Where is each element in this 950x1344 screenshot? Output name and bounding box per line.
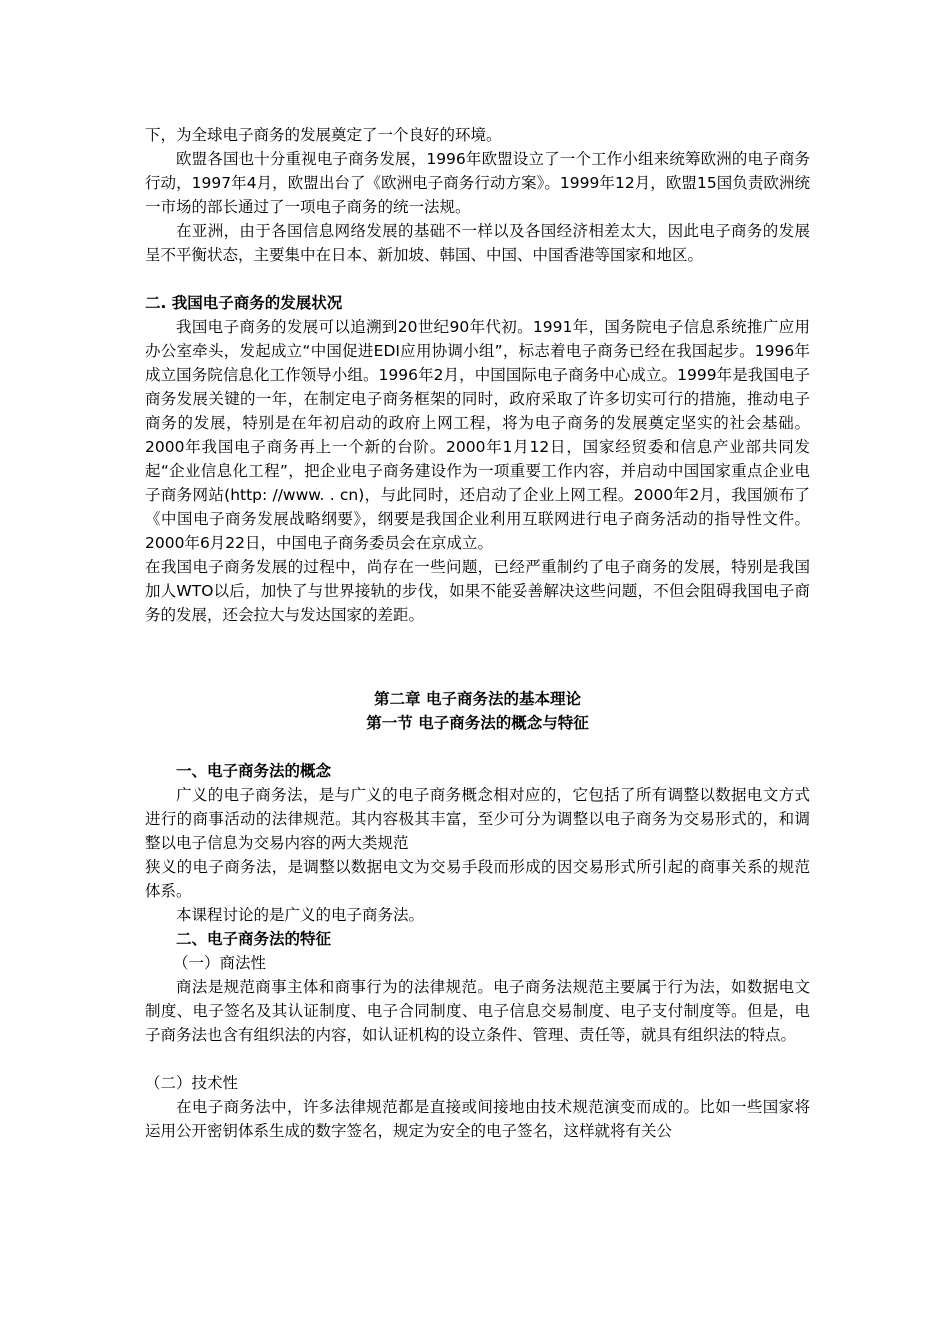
subsection-heading: 二、电子商务法的特征: [176, 930, 332, 948]
paragraph: 在我国电子商务发展的过程中，尚存在一些问题，已经严重制约了电子商务的发展，特别是我国加人WTO以后，加快了与世界接轨的步伐，如果不能妥善解决这些问题，不但会阻碍我国电子商务的发展，还会拉大与发达国家的差距。: [145, 558, 810, 624]
paragraph: 狭义的电子商务法，是调整以数据电文为交易手段而形成的因交易形式所引起的商事关系的规范体系。: [145, 858, 810, 900]
spacer: [145, 267, 810, 291]
document-page: [145, 123, 810, 1143]
section-heading: 二. 我国电子商务的发展状况: [145, 294, 343, 312]
paragraph: 下，为全球电子商务的发展奠定了一个良好的环境。: [145, 126, 502, 144]
paragraph: 在亚洲，由于各国信息网络发展的基础不一样以及各国经济相差太大，因此电子商务的发展呈不平衡状态，主要集中在日本、新加坡、韩国、中国、中国香港等国家和地区。: [145, 222, 810, 264]
paragraph: 本课程讨论的是广义的电子商务法。: [176, 906, 425, 924]
section-title: 第一节 电子商务法的概念与特征: [366, 714, 589, 732]
spacer: [145, 735, 810, 759]
paragraph: 广义的电子商务法，是与广义的电子商务概念相对应的，它包括了所有调整以数据电文方式进行的商事活动的法律规范。其内容极其丰富，至少可分为调整以电子商务为交易形式的，和调整以电子信息为交易内容的两大类规范: [145, 786, 810, 852]
paragraph: 在电子商务法中，许多法律规范都是直接或间接地由技术规范演变而成的。比如一些国家将运用公开密钥体系生成的数字签名，规定为安全的电子签名，这样就将有关公: [145, 1098, 810, 1140]
chapter-title: 第二章 电子商务法的基本理论: [374, 690, 581, 708]
spacer: [145, 627, 810, 663]
sub-heading: （一）商法性: [173, 954, 267, 972]
subsection-heading: 一、电子商务法的概念: [176, 762, 332, 780]
paragraph: 我国电子商务的发展可以追溯到20世纪90年代初。1991年，国务院电子信息系统推广应用办公室牵头，发起成立“中国促进EDI应用协调小组”，标志着电子商务已经在我国起步。1996年成立国务院信息化工作领导小组。1996年2月，中国国际电子商务中心成立。1999年是我国电子商务发展关键的一年，在制定电子商务框架的同时，政府采取了许多切实可行的措施，推动电子商务的发展，特别是在年初启动的政府上网工程，将为电子商务的发展奠定坚实的社会基础。2000年我国电子商务再上一个新的台阶。2000年1月12日，国家经贸委和信息产业部共同发起“企业信息化工程”，把企业电子商务建设作为一项重要工作内容，并启动中国国家重点企业电子商务网站(http: //www. . cn)，与此同时，还启动了企业上网工程。2000年2月，我国颁布了《中国电子商务发展战略纲要》，纲要是我国企业利用互联网进行电子商务活动的指导性文件。2000年6月22日，中国电子商务委员会在京成立。: [145, 318, 810, 552]
spacer: [145, 1047, 810, 1071]
paragraph: 商法是规范商事主体和商事行为的法律规范。电子商务法规范主要属于行为法，如数据电文制度、电子签名及其认证制度、电子合同制度、电子信息交易制度、电子支付制度等。但是，电子商务法也含有组织法的内容，如认证机构的设立条件、管理、责任等，就具有组织法的特点。: [145, 978, 810, 1044]
spacer: [145, 663, 810, 687]
paragraph: 欧盟各国也十分重视电子商务发展，1996年欧盟设立了一个工作小组来统筹欧洲的电子商务行动，1997年4月，欧盟出台了《欧洲电子商务行动方案》。1999年12月，欧盟15国负责欧洲统一市场的部长通过了一项电子商务的统一法规。: [145, 150, 811, 216]
sub-heading: （二）技术性: [145, 1074, 239, 1092]
